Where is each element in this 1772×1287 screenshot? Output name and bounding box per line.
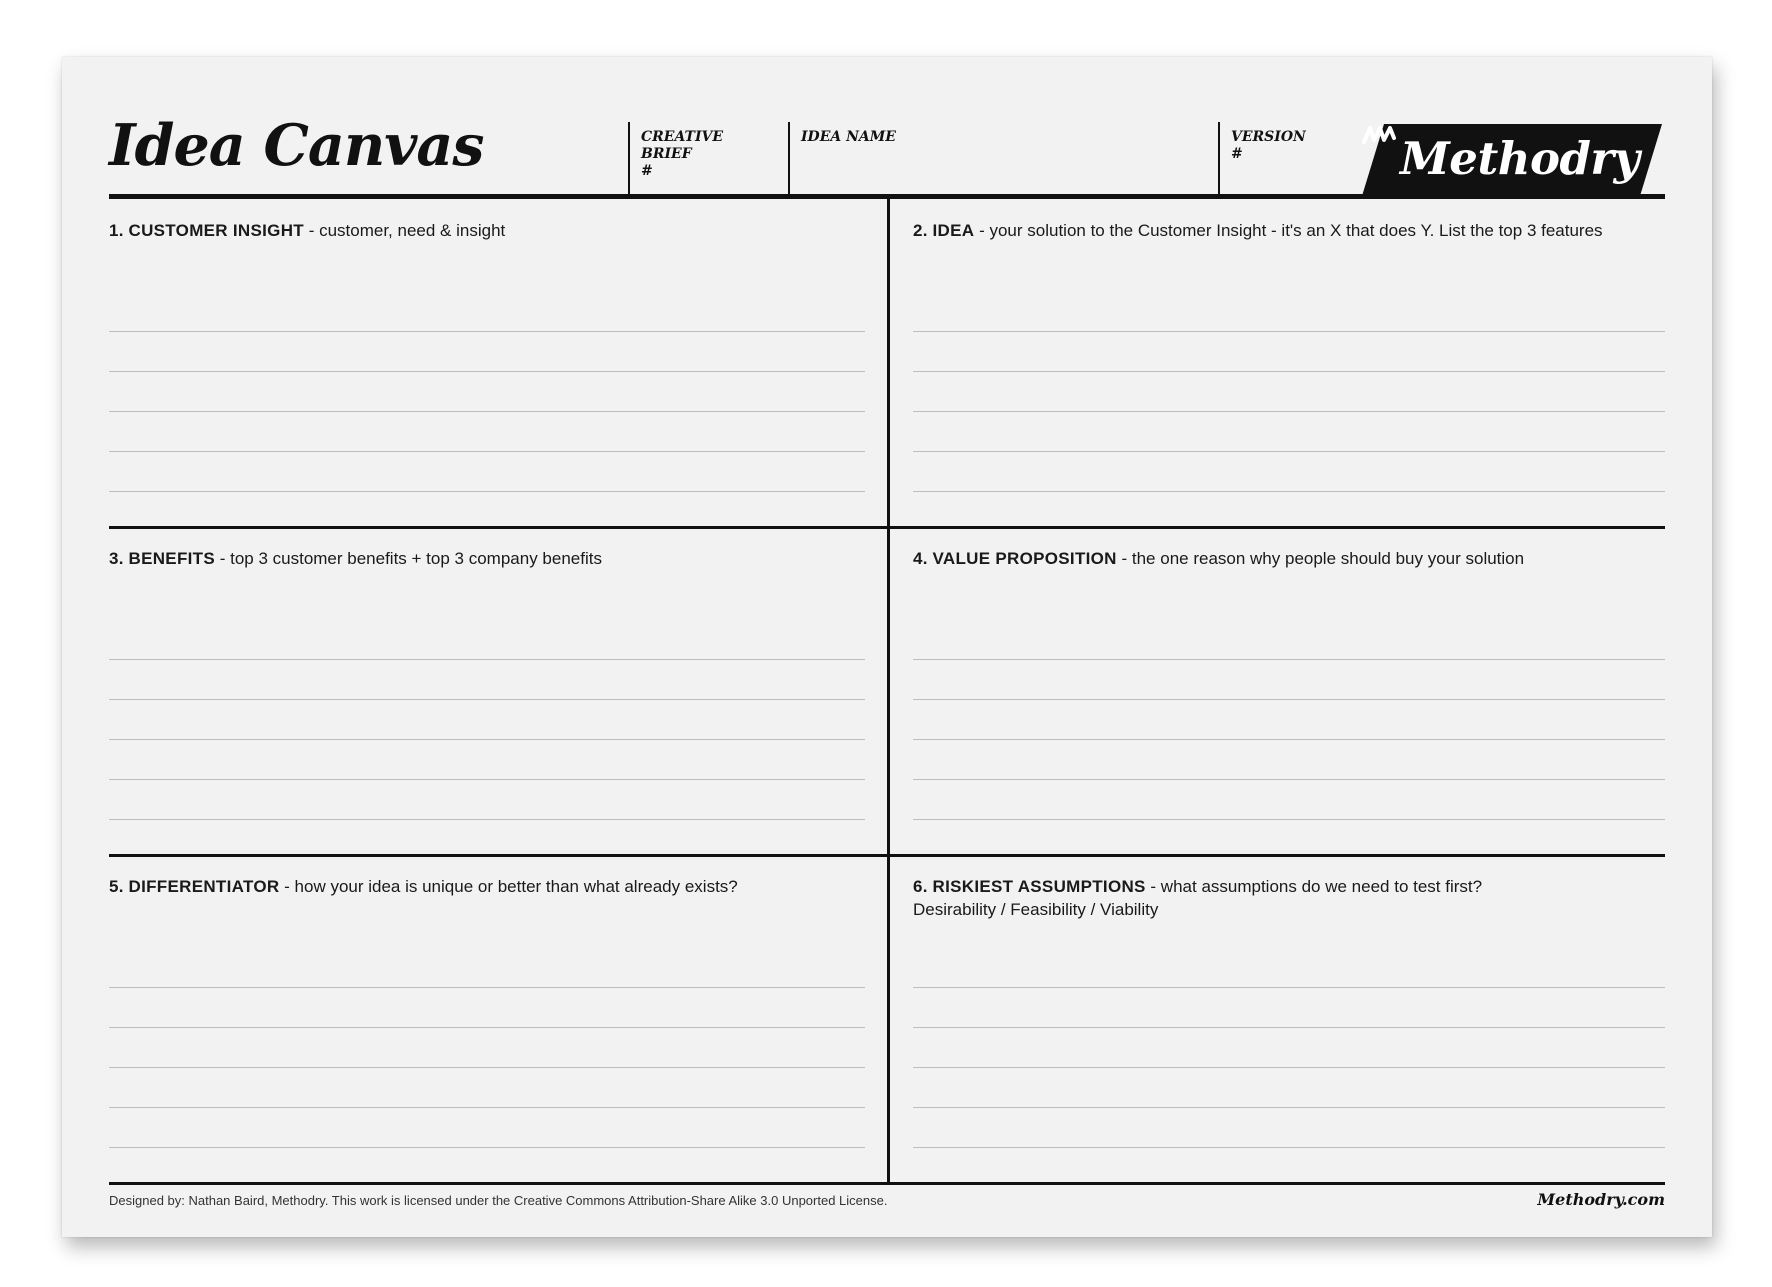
writing-line xyxy=(913,491,1665,492)
logo-squiggle-icon xyxy=(1362,124,1396,146)
box-description: - top 3 customer benefits + top 3 company benefits xyxy=(219,549,602,568)
writing-line xyxy=(913,987,1665,988)
writing-line xyxy=(109,779,865,780)
differentiator-box[interactable] xyxy=(109,875,865,1175)
page-title: Idea Canvas xyxy=(109,112,484,179)
writing-line xyxy=(913,659,1665,660)
benefits-box[interactable] xyxy=(109,547,865,847)
writing-line xyxy=(913,371,1665,372)
box-number: 6. xyxy=(913,877,928,896)
writing-line xyxy=(109,451,865,452)
writing-line xyxy=(109,371,865,372)
box-number: 4. xyxy=(913,549,928,568)
writing-line xyxy=(109,659,865,660)
writing-line xyxy=(109,1107,865,1108)
writing-line xyxy=(109,699,865,700)
row-divider-1 xyxy=(109,526,1665,529)
idea-name-label: IDEA NAME xyxy=(801,129,896,145)
writing-line xyxy=(913,1107,1665,1108)
box-description: - what assumptions do we need to test first? xyxy=(1150,877,1483,896)
writing-line xyxy=(913,411,1665,412)
writing-line xyxy=(109,1147,865,1148)
version-label: VERSION xyxy=(1231,129,1306,145)
column-divider xyxy=(887,199,890,1182)
methodry-logo xyxy=(1362,124,1662,196)
writing-line xyxy=(913,1147,1665,1148)
box-description: - the one reason why people should buy your solution xyxy=(1121,549,1525,568)
benefits-heading xyxy=(109,547,865,570)
box-title: BENEFITS xyxy=(128,549,215,568)
box-title: CUSTOMER INSIGHT xyxy=(128,221,304,240)
writing-line xyxy=(109,1027,865,1028)
customer-insight-heading xyxy=(109,219,865,242)
idea-name-field[interactable] xyxy=(788,122,1220,199)
customer-insight-box[interactable] xyxy=(109,219,865,519)
box-description: - customer, need & insight xyxy=(308,221,506,240)
writing-line xyxy=(109,819,865,820)
box-title: IDEA xyxy=(932,221,975,240)
box-title: VALUE PROPOSITION xyxy=(932,549,1117,568)
differentiator-heading xyxy=(109,875,865,898)
writing-line xyxy=(913,699,1665,700)
writing-line xyxy=(109,411,865,412)
box-number: 2. xyxy=(913,221,928,240)
writing-line xyxy=(913,1027,1665,1028)
writing-line xyxy=(109,1067,865,1068)
writing-line xyxy=(109,491,865,492)
box-number: 3. xyxy=(109,549,124,568)
version-hash: # xyxy=(1231,146,1243,162)
creative-brief-hash: # xyxy=(641,163,653,179)
row-divider-2 xyxy=(109,854,1665,857)
version-field[interactable] xyxy=(1218,122,1350,199)
writing-line xyxy=(109,331,865,332)
idea-canvas-sheet xyxy=(62,57,1712,1237)
methodry-site-link[interactable]: Methodry.com xyxy=(1537,1190,1665,1209)
creative-brief-label: CREATIVE BRIEF xyxy=(641,129,724,162)
writing-line xyxy=(109,987,865,988)
box-title: DIFFERENTIATOR xyxy=(128,877,280,896)
writing-line xyxy=(913,331,1665,332)
bottom-rule xyxy=(109,1182,1665,1185)
idea-heading xyxy=(913,219,1665,242)
writing-line xyxy=(913,779,1665,780)
box-description: - your solution to the Customer Insight - it's an X that does Y. List the top 3 features xyxy=(979,221,1603,240)
idea-box[interactable] xyxy=(913,219,1665,519)
box-number: 1. xyxy=(109,221,124,240)
license-credit: Designed by: Nathan Baird, Methodry. This work is licensed under the Creative Commons Attribution-Share Alike 3.0 Unported License. xyxy=(109,1193,888,1208)
box-number: 5. xyxy=(109,877,124,896)
value-proposition-heading xyxy=(913,547,1665,570)
riskiest-assumptions-heading xyxy=(913,875,1665,898)
riskiest-assumptions-box[interactable] xyxy=(913,875,1665,1175)
writing-line xyxy=(913,1067,1665,1068)
logo-text: Methodry xyxy=(1400,132,1640,185)
riskiest-assumptions-subline: Desirability / Feasibility / Viability xyxy=(913,900,1159,919)
box-title: RISKIEST ASSUMPTIONS xyxy=(932,877,1146,896)
writing-line xyxy=(913,451,1665,452)
box-description: - how your idea is unique or better than what already exists? xyxy=(284,877,738,896)
writing-line xyxy=(913,739,1665,740)
value-proposition-box[interactable] xyxy=(913,547,1665,847)
creative-brief-field[interactable] xyxy=(628,122,790,199)
writing-line xyxy=(109,739,865,740)
writing-line xyxy=(913,819,1665,820)
